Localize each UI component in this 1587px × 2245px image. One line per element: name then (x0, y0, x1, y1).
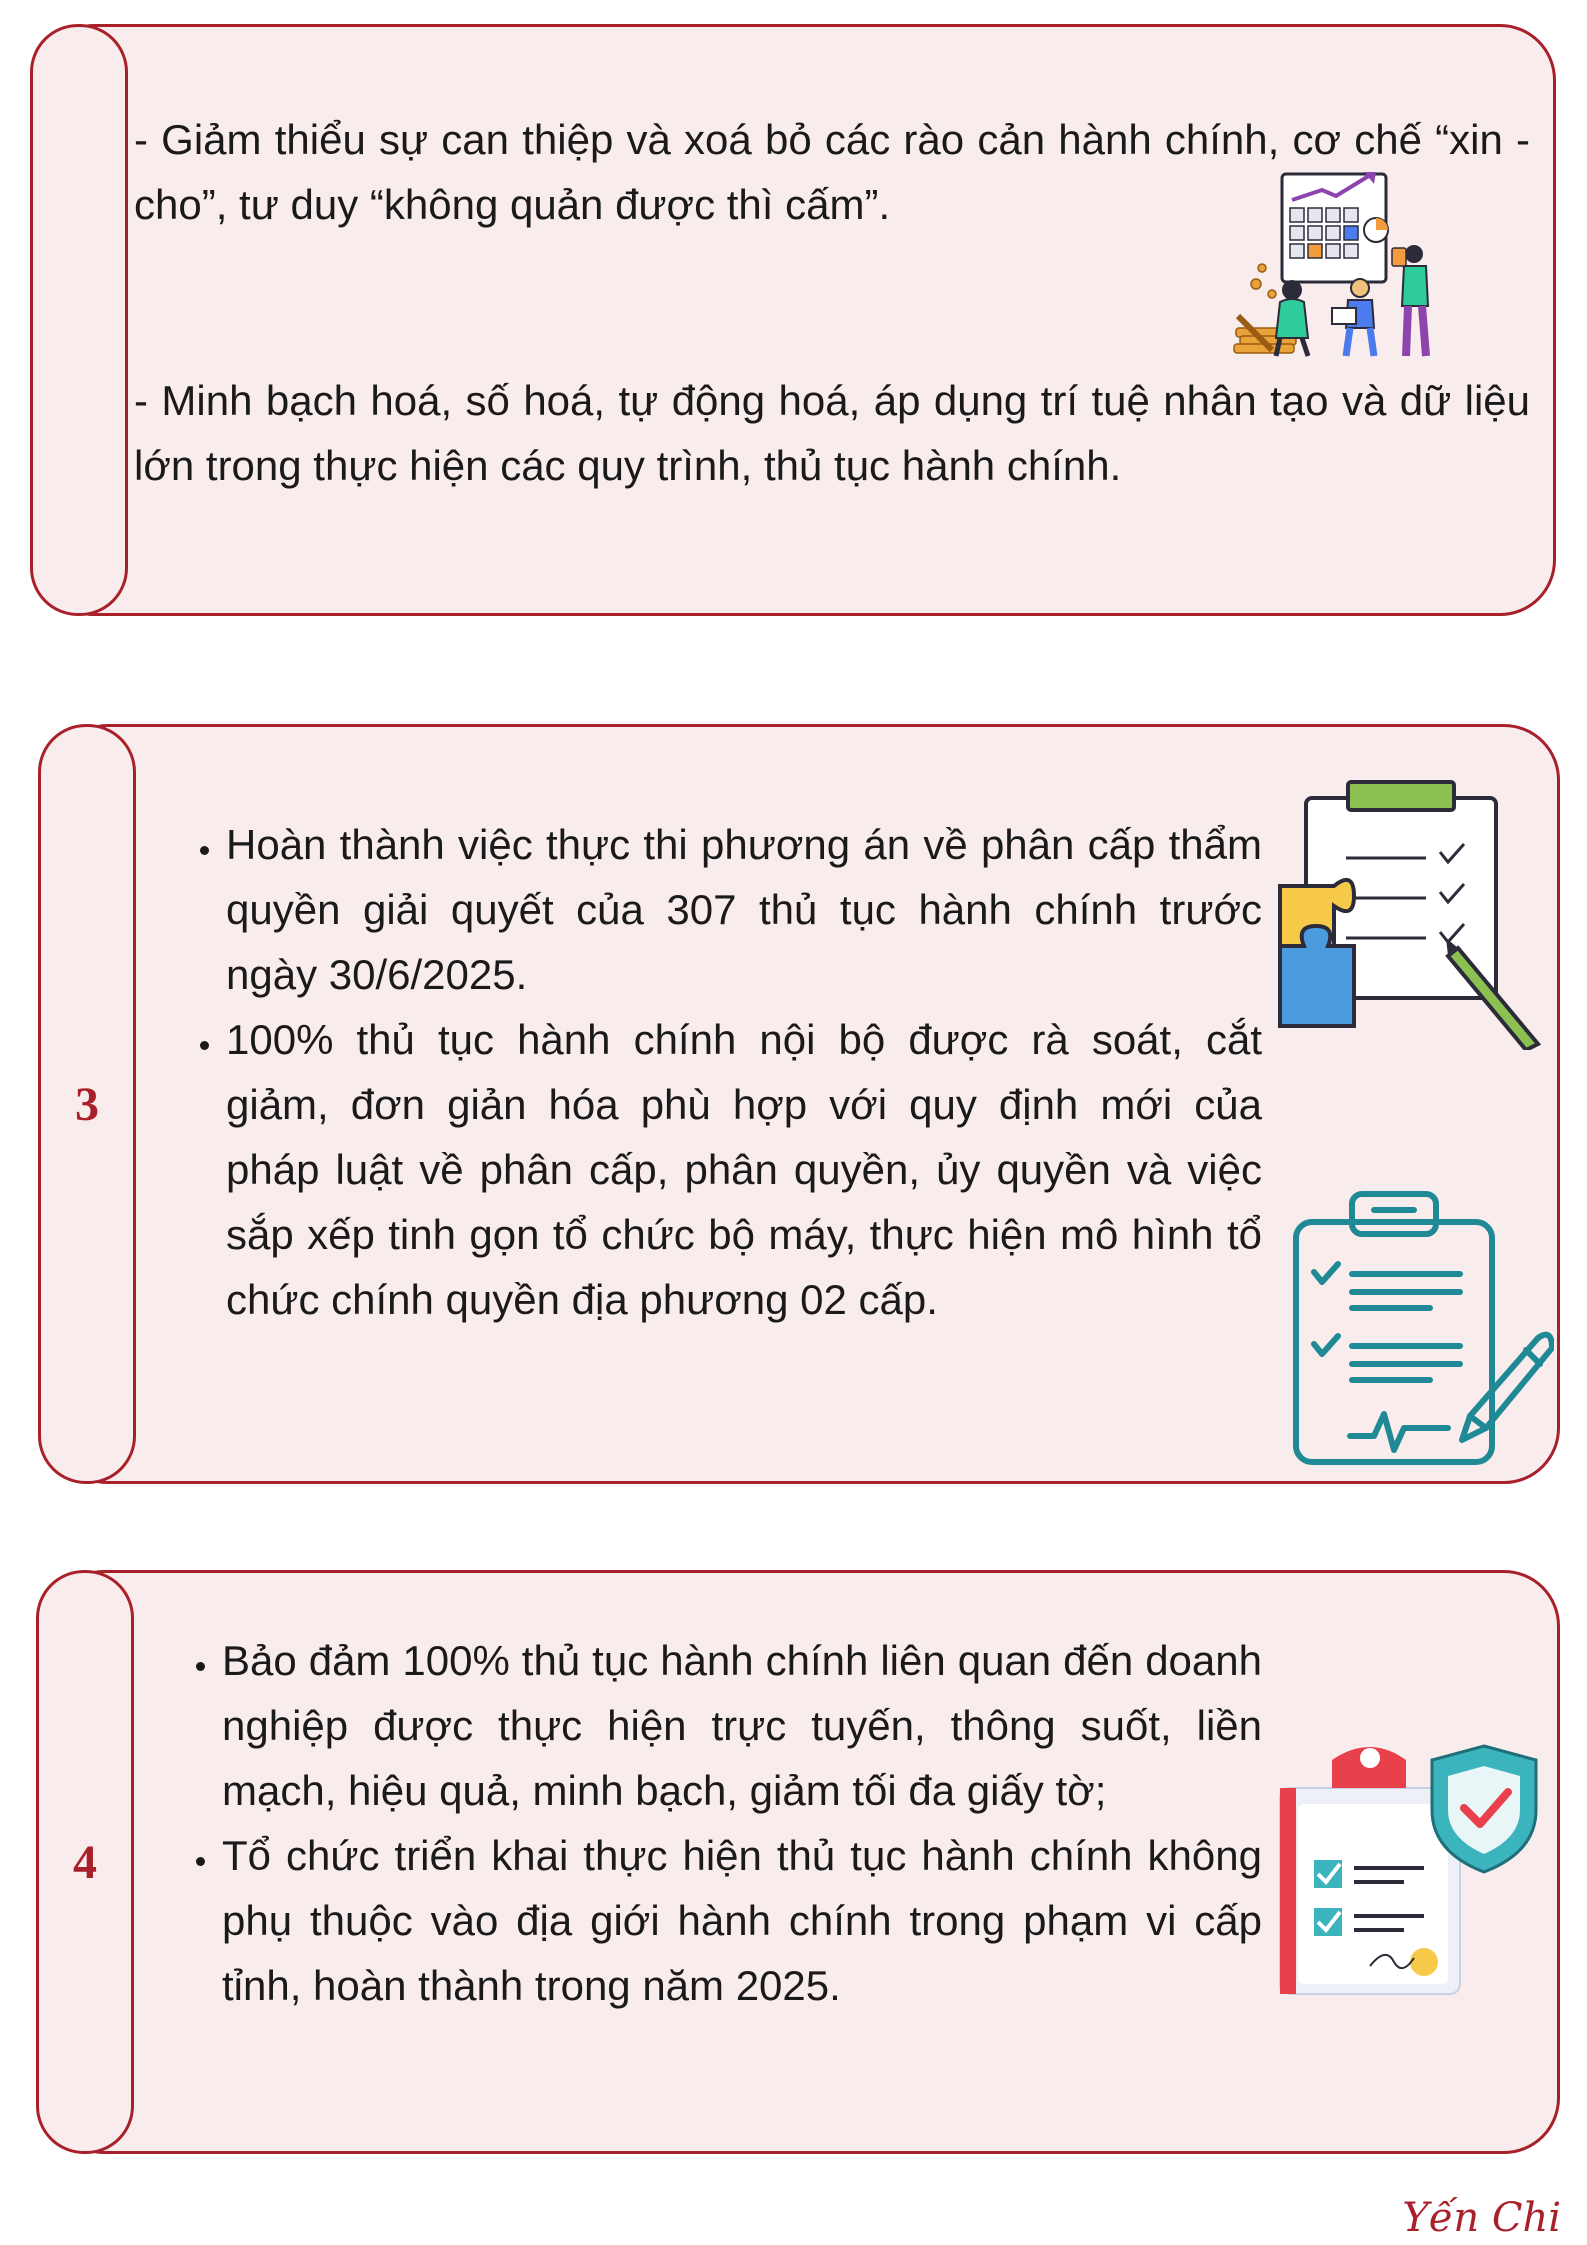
section-3-bullet-1: • Hoàn thành việc thực thi phương án về phân cấp thẩm quyền giải quyết của 307 thủ tục hành chính trước ngày 30/6/2025. (224, 812, 1262, 1007)
team-analytics-illustration (1232, 168, 1446, 358)
section-3-bullet-2: • 100% thủ tục hành chính nội bộ được rà soát, cắt giảm, đơn giản hóa phù hợp với quy định mới của pháp luật về phân cấp, phân quyền, ủy quyền và việc sắp xếp tinh gọn tổ chức bộ máy, thực hiện mô hình tổ chức chính quyền địa phương 02 cấp. (224, 1007, 1262, 1332)
section-top-paragraph-1: - Giảm thiểu sự can thiệp và xoá bỏ các rào cản hành chính, cơ chế “xin - cho”, tư duy “không quản được thì cấm”. (134, 116, 1530, 228)
section-4-bullet-list (186, 1628, 1262, 2018)
author-signature: Yến Chi (1402, 2195, 1561, 2241)
section-top-paragraph-2: - Minh bạch hoá, số hoá, tự động hoá, áp dụng trí tuệ nhân tạo và dữ liệu lớn trong thực hiện các quy trình, thủ tục hành chính. (134, 377, 1530, 489)
section-3-number: 3 (75, 1077, 99, 1131)
checklist-puzzle-icon (1276, 778, 1548, 1050)
section-3-tab (38, 724, 136, 1484)
section-4-tab (36, 1570, 134, 2154)
section-top-tab (30, 24, 128, 616)
section-4-number: 4 (73, 1835, 97, 1889)
section-3-bullet-list (190, 812, 1262, 1332)
section-4-bullet-2: • Tổ chức triển khai thực hiện thủ tục hành chính không phụ thuộc vào địa giới hành chính trong phạm vi cấp tỉnh, hoàn thành trong năm 2025. (220, 1823, 1262, 2018)
clipboard-checklist-icon (1290, 1188, 1554, 1468)
clipboard-shield-icon (1274, 1740, 1544, 2000)
section-4-bullet-1: • Bảo đảm 100% thủ tục hành chính liên quan đến doanh nghiệp được thực hiện trực tuyến, thông suốt, liền mạch, hiệu quả, minh bạch, giảm tối đa giấy tờ; (220, 1628, 1262, 1823)
